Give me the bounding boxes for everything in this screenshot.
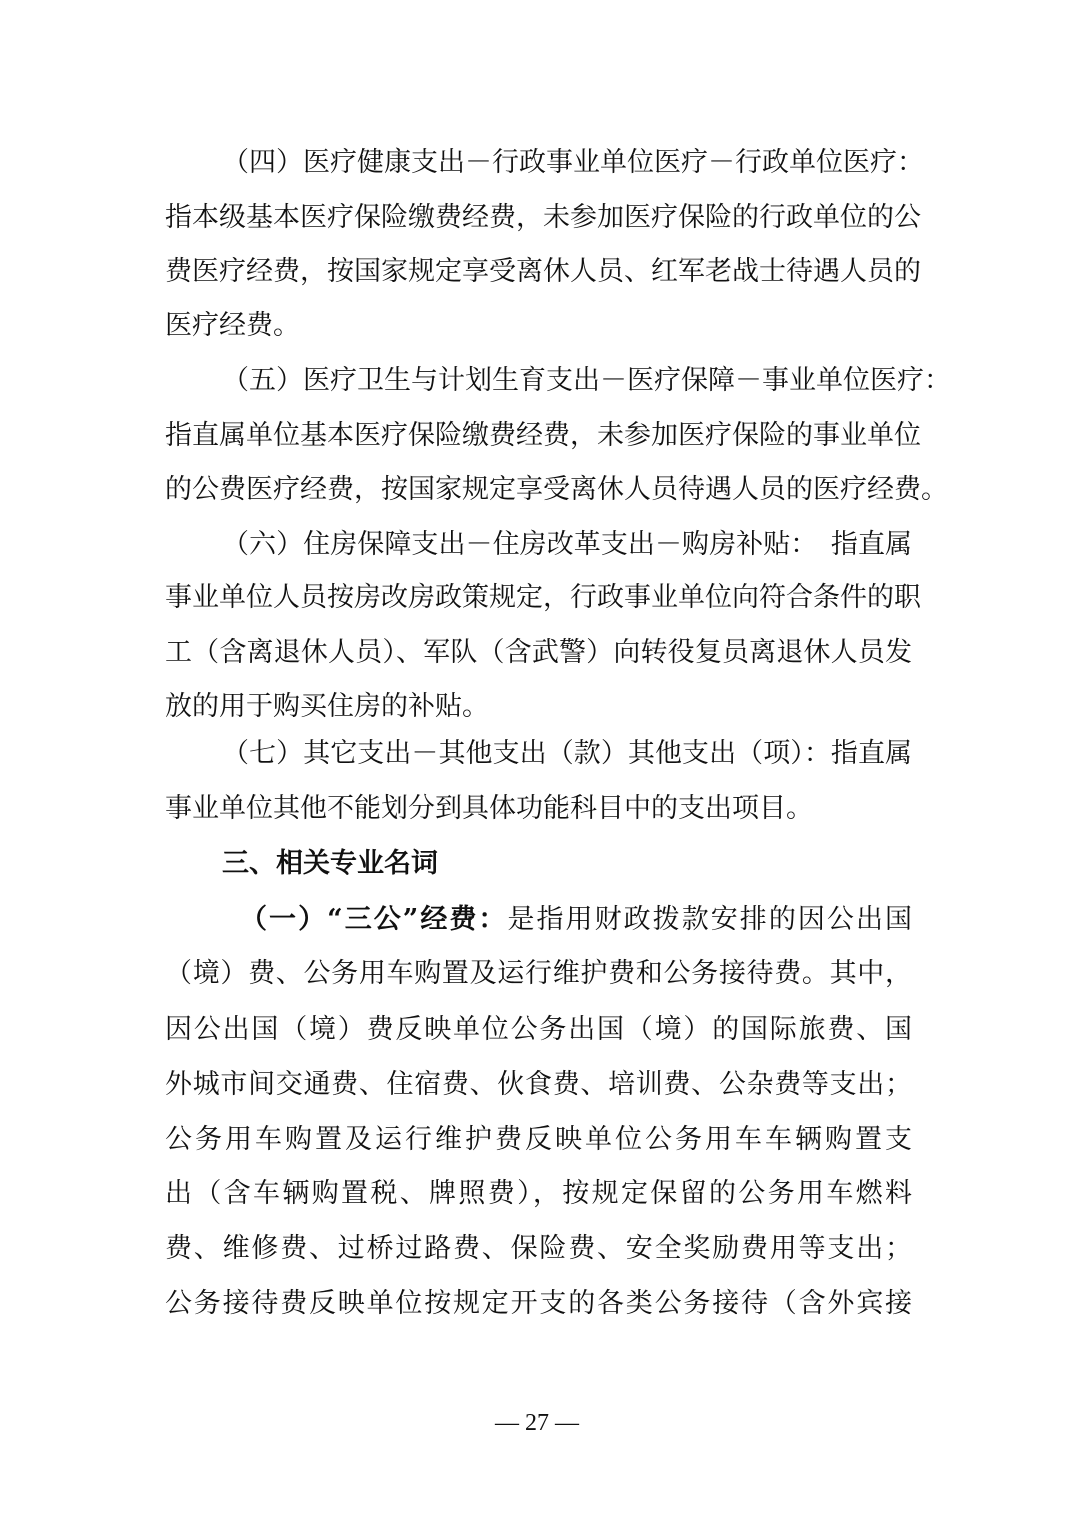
term-label: （一）“三公”经费： bbox=[240, 904, 508, 935]
paragraph-6-line: 工（含离退休人员）、军队（含武警）向转役复员离退休人员发 bbox=[165, 637, 912, 668]
paragraph-4-line: 指本级基本医疗保险缴费经费，未参加医疗保险的行政单位的公 bbox=[165, 202, 921, 233]
paragraph-sangong-line: 出（含车辆购置税、牌照费），按规定保留的公务用车燃料 bbox=[165, 1178, 912, 1209]
paragraph-4-line: 医疗经费。 bbox=[165, 310, 300, 341]
paragraph-4-line: 费医疗经费，按国家规定享受离休人员、红军老战士待遇人员的 bbox=[165, 256, 921, 287]
paragraph-sangong-line: 因公出国（境）费反映单位公务出国（境）的国际旅费、国 bbox=[165, 1014, 912, 1045]
paragraph-sangong-line: 外城市间交通费、住宿费、伙食费、培训费、公杂费等支出； bbox=[165, 1069, 912, 1100]
paragraph-5-line: 指直属单位基本医疗保险缴费经费，未参加医疗保险的事业单位 bbox=[165, 420, 921, 451]
paragraph-5-line: 的公费医疗经费，按国家规定享受离休人员待遇人员的医疗经费。 bbox=[165, 474, 948, 505]
paragraph-sangong-line: 费、维修费、过桥过路费、保险费、安全奖励费用等支出； bbox=[165, 1233, 912, 1264]
paragraph-sangong-line: 公务用车购置及运行维护费反映单位公务用车车辆购置支 bbox=[165, 1124, 912, 1155]
paragraph-sangong-first-line bbox=[240, 903, 912, 937]
paragraph-5-line: （五）医疗卫生与计划生育支出－医疗保障－事业单位医疗： bbox=[222, 365, 951, 396]
term-definition-start: 是指用财政拨款安排的因公出国 bbox=[507, 904, 912, 935]
paragraph-sangong-line: 公务接待费反映单位按规定开支的各类公务接待（含外宾接 bbox=[165, 1288, 912, 1319]
paragraph-sangong-line: （境）费、公务用车购置及运行维护费和公务接待费。其中， bbox=[165, 958, 912, 989]
paragraph-6-line: 事业单位人员按房改房政策规定，行政事业单位向符合条件的职 bbox=[165, 582, 921, 613]
paragraph-6-line: 放的用于购买住房的补贴。 bbox=[165, 691, 489, 722]
paragraph-6-line: （六）住房保障支出－住房改革支出－购房补贴： 指直属 bbox=[222, 529, 912, 560]
page-number: — 27 — bbox=[495, 1410, 579, 1436]
paragraph-4-line: （四）医疗健康支出－行政事业单位医疗－行政单位医疗： bbox=[222, 147, 924, 178]
paragraph-7-line: （七）其它支出－其他支出（款）其他支出（项）：指直属 bbox=[222, 738, 912, 769]
section-heading: 三、相关专业名词 bbox=[222, 848, 438, 879]
paragraph-7-line: 事业单位其他不能划分到具体功能科目中的支出项目。 bbox=[165, 793, 813, 824]
